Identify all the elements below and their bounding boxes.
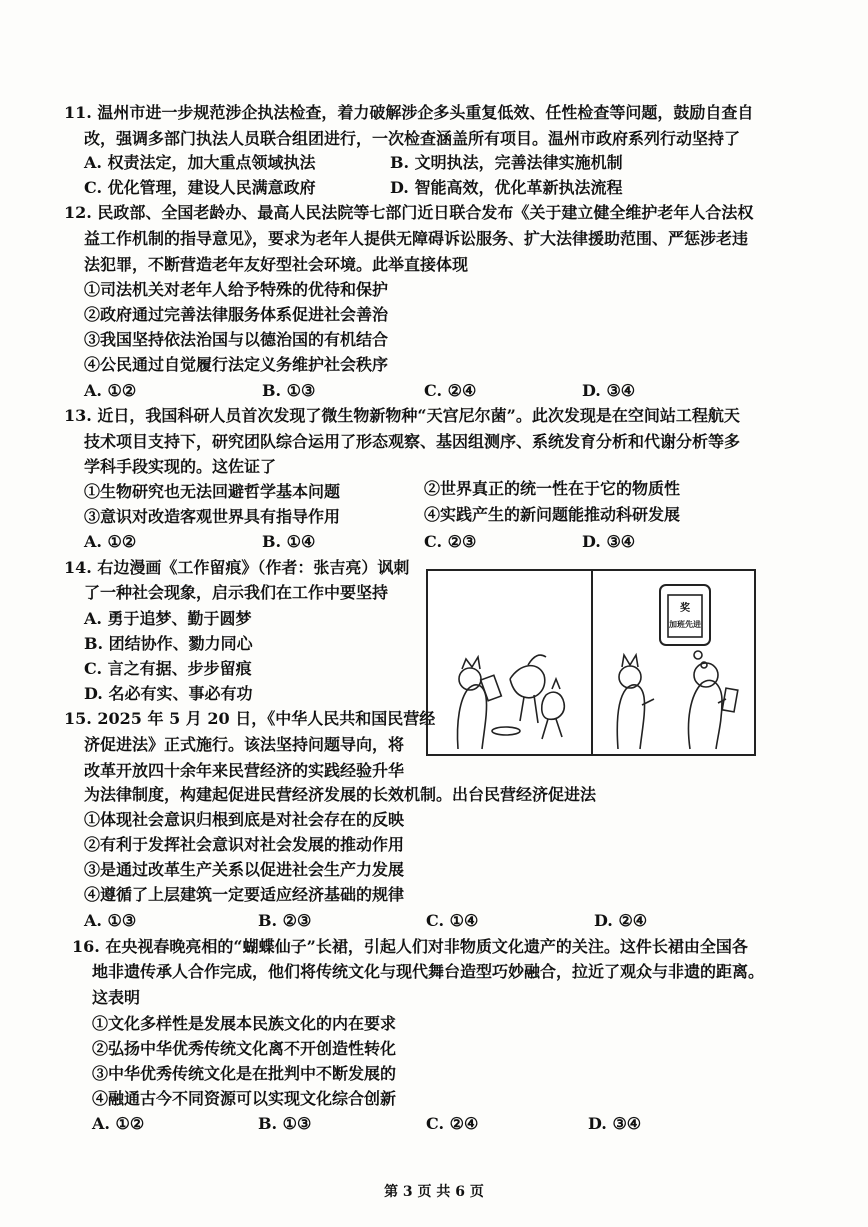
q11-option-c: C. 优化管理，建设人民满意政府 bbox=[84, 178, 316, 197]
q12-statement-1: ①司法机关对老年人给予特殊的优待和保护 bbox=[84, 280, 389, 299]
cartoon-work-traces bbox=[426, 569, 756, 756]
q15-statement-1: ①体现社会意识归根到底是对社会存在的反映 bbox=[84, 810, 405, 829]
q12-option-d: D. ③④ bbox=[582, 381, 636, 400]
q13-stem-line-2: 技术项目支持下，研究团队综合运用了形态观察、基因组测序、系统发育分析和代谢分析等多 bbox=[84, 432, 741, 451]
cartoon-drawing bbox=[428, 571, 754, 754]
q16-statement-4: ④融通古今不同资源可以实现文化综合创新 bbox=[92, 1089, 397, 1108]
q16-statement-2: ②弘扬中华优秀传统文化离不开创造性转化 bbox=[92, 1039, 397, 1058]
q13-option-d: D. ③④ bbox=[582, 532, 636, 551]
q13-statement-3: ③意识对改造客观世界具有指导作用 bbox=[84, 507, 341, 526]
q11-stem-line-1: 11. 温州市进一步规范涉企执法检查，着力破解涉企多头重复低效、任性检查等问题，鼓励自查自 bbox=[64, 103, 754, 122]
q15-statement-3: ③是通过改革生产关系以促进社会生产力发展 bbox=[84, 860, 405, 879]
q16-option-b: B. ①③ bbox=[258, 1114, 312, 1133]
q13-statement-4: ④实践产生的新问题能推动科研发展 bbox=[424, 505, 681, 524]
q15-option-d: D. ②④ bbox=[594, 911, 648, 930]
q12-option-b: B. ①③ bbox=[262, 381, 316, 400]
q12-stem-line-3: 法犯罪，不断营造老年友好型社会环境。此举直接体现 bbox=[84, 255, 469, 274]
q16-option-d: D. ③④ bbox=[588, 1114, 642, 1133]
q14-option-d: D. 名必有实、事必有功 bbox=[84, 684, 253, 703]
q11-stem-line-2: 改，强调多部门执法人员联合组团进行，一次检查涵盖所有项目。温州市政府系列行动坚持了 bbox=[84, 129, 741, 148]
q14-option-a: A. 勇于追梦、勤于圆梦 bbox=[84, 609, 252, 628]
q15-statement-2: ②有利于发挥社会意识对社会发展的推动作用 bbox=[84, 835, 405, 854]
q13-stem-line-3: 学科手段实现的。这佐证了 bbox=[84, 457, 277, 476]
q12-statement-2: ②政府通过完善法律服务体系促进社会善治 bbox=[84, 305, 389, 324]
q13-statement-2: ②世界真正的统一性在于它的物质性 bbox=[424, 479, 681, 498]
q15-stem-line-4: 为法律制度，构建起促进民营经济发展的长效机制。出台民营经济促进法 bbox=[84, 785, 597, 804]
q12-statement-4: ④公民通过自觉履行法定义务维护社会秩序 bbox=[84, 355, 389, 374]
q15-statement-4: ④遵循了上层建筑一定要适应经济基础的规律 bbox=[84, 885, 405, 904]
q14-stem-line-1: 14. 右边漫画《工作留痕》（作者：张吉亮）讽刺 bbox=[64, 558, 410, 577]
q15-stem-line-3: 改革开放四十余年来民营经济的实践经验升华 bbox=[84, 761, 405, 780]
q12-statement-3: ③我国坚持依法治国与以德治国的有机结合 bbox=[84, 330, 389, 349]
q12-stem-line-2: 益工作机制的指导意见》，要求为老年人提供无障碍诉讼服务、扩大法律援助范围、严惩涉老违 bbox=[84, 229, 749, 248]
page-number: 第 3 页 共 6 页 bbox=[384, 1184, 484, 1200]
q15-option-b: B. ②③ bbox=[258, 911, 312, 930]
q13-option-c: C. ②③ bbox=[424, 532, 477, 551]
q13-option-b: B. ①④ bbox=[262, 532, 316, 551]
q12-option-c: C. ②④ bbox=[424, 381, 477, 400]
q13-option-a: A. ①② bbox=[84, 532, 137, 551]
q11-option-d: D. 智能高效，优化革新执法流程 bbox=[390, 178, 623, 197]
q15-stem-line-1: 15. 2025 年 5 月 20 日，《中华人民共和国民营经 bbox=[64, 709, 436, 728]
q12-stem-line-1: 12. 民政部、全国老龄办、最高人民法院等七部门近日联合发布《关于建立健全维护老年人合法权 bbox=[64, 203, 754, 222]
q16-option-a: A. ①② bbox=[92, 1114, 145, 1133]
q16-statement-3: ③中华优秀传统文化是在批判中不断发展的 bbox=[92, 1064, 397, 1083]
q13-statement-1: ①生物研究也无法回避哲学基本问题 bbox=[84, 482, 341, 501]
q15-option-a: A. ①③ bbox=[84, 911, 137, 930]
q14-option-b: B. 团结协作、勠力同心 bbox=[84, 634, 253, 653]
q15-stem-line-2: 济促进法》正式施行。该法坚持问题导向，将 bbox=[84, 735, 405, 754]
q15-option-c: C. ①④ bbox=[426, 911, 479, 930]
q16-statement-1: ①文化多样性是发展本民族文化的内在要求 bbox=[92, 1014, 397, 1033]
q13-stem-line-1: 13. 近日，我国科研人员首次发现了微生物新物种“天宫尼尔菌”。此次发现是在空间站工程航天 bbox=[64, 406, 740, 425]
q11-option-a: A. 权责法定，加大重点领域执法 bbox=[84, 153, 316, 172]
q16-stem-line-1: 16. 在央视春晚亮相的“蝴蝶仙子”长裙，引起人们对非物质文化遗产的关注。这件长裙由全国各 bbox=[72, 937, 748, 956]
q16-stem-line-3: 这表明 bbox=[92, 988, 141, 1007]
cartoon-sign-top: 奖 bbox=[680, 603, 690, 614]
q14-option-c: C. 言之有据、步步留痕 bbox=[84, 659, 252, 678]
q11-option-b: B. 文明执法，完善法律实施机制 bbox=[390, 153, 623, 172]
cartoon-sign-bottom: 加班先进 bbox=[669, 619, 701, 629]
q16-stem-line-2: 地非遗传承人合作完成，他们将传统文化与现代舞台造型巧妙融合，拉近了观众与非遗的距离。 bbox=[92, 962, 765, 981]
q16-option-c: C. ②④ bbox=[426, 1114, 479, 1133]
q12-option-a: A. ①② bbox=[84, 381, 137, 400]
q14-stem-line-2: 了一种社会现象，启示我们在工作中要坚持 bbox=[84, 583, 389, 602]
